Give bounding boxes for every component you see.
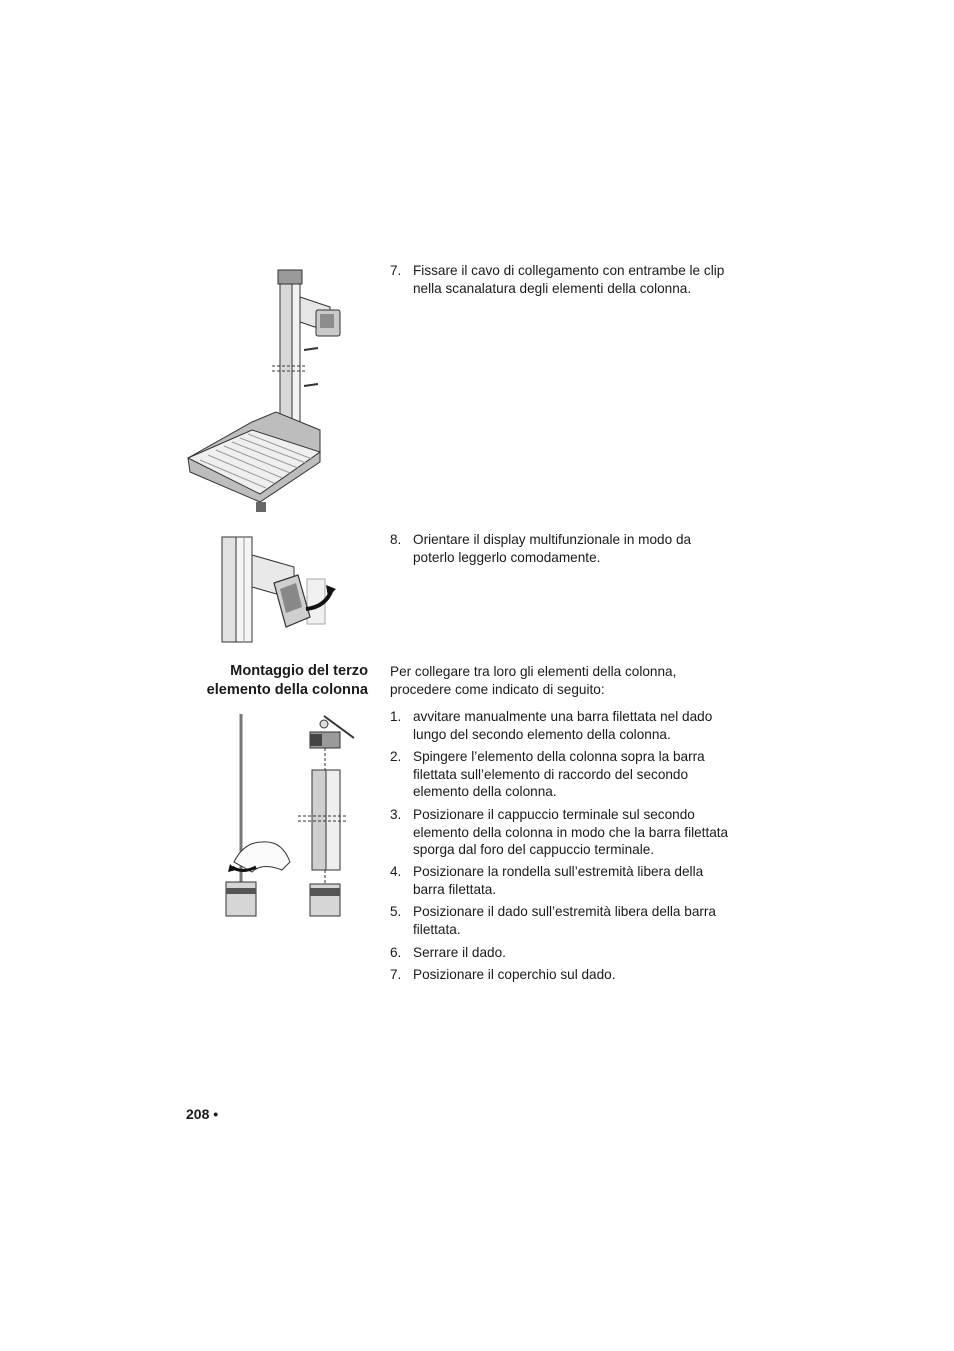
step-7-top [390, 262, 735, 297]
section-step-4 [390, 863, 735, 898]
section-step-1 [390, 708, 735, 743]
section-step-3 [390, 806, 735, 859]
page-number: 208 • [186, 1106, 219, 1122]
step-text: Posizionare il cappuccio terminale sul secondo elemento della colonna in modo che la barra filettata sporga dal foro del cappuccio terminale. [413, 807, 729, 858]
section-heading-line-1: Montaggio del terzo [230, 663, 368, 679]
step-text: Spingere l’elemento della colonna sopra la barra filettata sull’elemento di raccordo del secondo elemento della colonna. [413, 749, 705, 800]
step-text: Orientare il display multifunzionale in modo da poterlo leggerlo comodamente. [413, 532, 692, 565]
section-intro: Per collegare tra loro gli elementi della colonna, procedere come indicato di seguito: [390, 664, 677, 697]
section-step-5 [390, 903, 735, 938]
step-number: 7. [390, 263, 402, 278]
display-rotation-illustration [222, 537, 340, 643]
step-8 [390, 531, 735, 566]
section-heading [150, 662, 368, 700]
step-number: 6. [390, 945, 402, 960]
section-step-7 [390, 966, 735, 984]
step-text: Posizionare il dado sull’estremità libera della barra filettata. [413, 904, 716, 937]
step-number: 7. [390, 967, 402, 982]
step-text: Fissare il cavo di collegamento con entrambe le clip nella scanalatura degli elementi della colonna. [413, 263, 725, 296]
step-number: 8. [390, 532, 402, 547]
step-number: 4. [390, 864, 402, 879]
step-text: Serrare il dado. [413, 945, 506, 960]
step-number: 1. [390, 709, 402, 724]
section-heading-line-2: elemento della colonna [206, 682, 368, 698]
column-assembly-illustration [222, 712, 362, 918]
step-number: 5. [390, 904, 402, 919]
step-number: 3. [390, 807, 402, 822]
step-number: 2. [390, 749, 402, 764]
scale-column-illustration [180, 262, 350, 524]
step-text: avvitare manualmente una barra filettata nel dado lungo del secondo elemento della colonna. [413, 709, 713, 742]
step-text: Posizionare la rondella sull’estremità libera della barra filettata. [413, 864, 704, 897]
section-step-2 [390, 748, 735, 801]
section-step-6 [390, 944, 735, 962]
step-text: Posizionare il coperchio sul dado. [413, 967, 616, 982]
